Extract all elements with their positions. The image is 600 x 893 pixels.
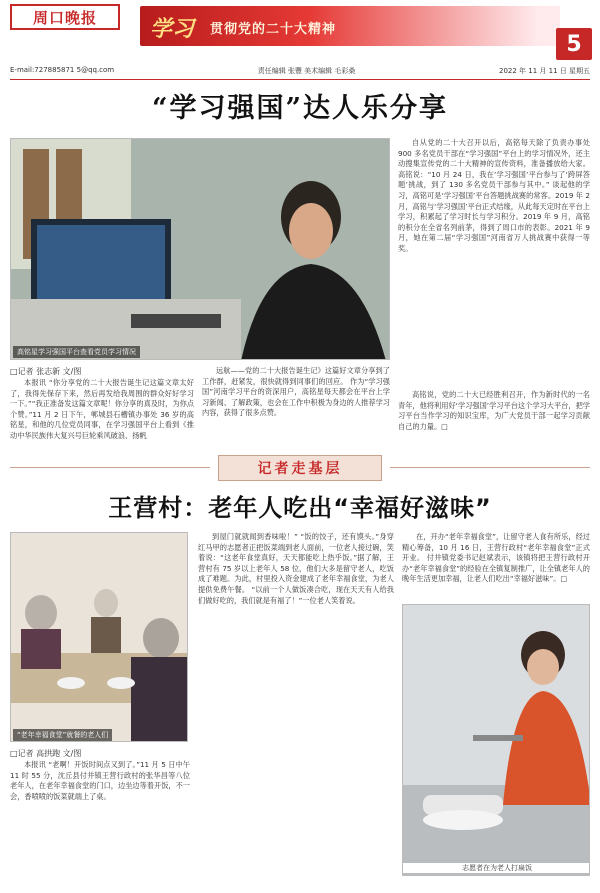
article1-column-2: 远航——党的二十大报告诞生记》这篇好文章分享到了工作群，赶紧发，很快就得到同事们的回应。 作为“学习强国”河南学习平台的资深用户，高铭星每天都会在平台上学习新闻、了解政策，也会在工作中积极为身边的人推荐学习内容，获得了很多点赞。 (202, 366, 390, 418)
article1-column-3: 自从党的二十大召开以后，高铭每天除了负责办事处 900 多名党员干部在“学习强国”平台上的学习情况外，还主动搜集宣传党的二十大精神的宣传资料，准备播放给大家。 高铭说：“10 月 24 日，我在‘学习强国’平台参与了‘跨屏答题’挑战，到了 130 多名党员干部参与其中。” 谈起他的学习，高铭可是‘学习强国’平台答题挑战赛的常客。2019 年 2 月，高铭与‘学习强国’平台正式结缘，从此每天定时在平台上学习，积累起了学习时长与学习积分。2019 年 9 月，高铭的积分在全省名列前茅，得到了周口市的表彰。2021 年 9 月，她在第二届“学习强国”河南省万人挑战赛中获得一等奖。 (398, 138, 590, 253)
article2-column-3: 在，开办“老年幸福食堂”，让留守老人食有所乐，经过精心筹备，10 月 16 日，王营行政村“老年幸福食堂”正式开业。 付井镇党委书记赵斌表示，该镇将把王营行政村开办“老年幸福食堂”的经验在全镇复制推广，让全镇老年人的晚年生活更加幸福，让老人们吃出“幸福好滋味”。□ (402, 532, 590, 584)
article1-byline: □记者 张志新 文/图 (10, 367, 82, 376)
section-banner (140, 6, 560, 46)
page-number: 5 (556, 28, 592, 60)
article1-column-1: 本报讯 “你分享党的二十大报告诞生记这篇文章太好了，我得先保存下来，然后再发给我周围的群众好好学习一下。”“我正准备发这篇文章呢！你分享的真及时，为你点个赞。”11 月 2 日下午，郸城县石槽镇办事处 36 岁的高铭星，和他的几位党员同事，在学习强国平台上看到《推动中华民族伟大复兴号巨轮乘风破浪、扬帆 (10, 378, 194, 440)
date-text: 2022 年 11 月 11 日 星期五 (499, 67, 590, 75)
article2-photo-2 (402, 604, 590, 876)
section-tag: 记者走基层 (218, 455, 382, 481)
article2-byline: □记者 高拱跑 文/图 (10, 749, 82, 758)
volunteer-serving-image (403, 605, 590, 876)
elderly-dining-image (11, 533, 188, 742)
banner-subtitle: 贯彻党的二十大精神 (210, 22, 337, 37)
article1-photo (10, 138, 390, 360)
article2-column-1: 本报讯 “老啊！开饭时间点又到了。”11 月 5 日中午 11 时 55 分，沈丘县付井镇王营行政村的张华昌等八位老年人，在老年幸福食堂的门口，边坐边等着开饭，不一会，香喷喷的饭菜就端上了桌。 (10, 760, 190, 801)
divider (10, 467, 210, 468)
article2-photo-1-caption: “老年幸福食堂”就餐的老人们 (13, 729, 112, 741)
article1-column-4: 高铭说，党的二十大已经胜利召开，作为新时代的一名青年，他将利用好‘学习强国’学习平台这个学习大平台，把学习平台当作学习的知识宝库，为广大党员干部一起学习贡献自己的力量。□ (398, 390, 590, 431)
divider (10, 79, 590, 80)
article2-headline: 王营村：老年人吃出“幸福好滋味” (108, 494, 492, 522)
info-bar (10, 66, 590, 78)
newspaper-logo: 周口晚报 (10, 4, 120, 30)
article2-photo-2-caption: 志愿者在为老人打扁饭 (403, 863, 590, 873)
editors-text: 责任编辑 张豐 美术编辑 毛彩桑 (257, 67, 356, 75)
article2-photo-1 (10, 532, 188, 742)
banner-title: 学习 (150, 16, 195, 42)
article1-photo-caption: 高铭星学习强国平台查看党员学习情况 (13, 346, 140, 358)
article2-column-2: 到屋门就就闻到香味啦！” “饭的饺子，还有馍头。”身穿红马甲的志愿者正把饭菜端到老人面前，一位老人接过碗，笑着说：“这老年食堂真好，天天都能吃上热乎饭。”据了解，王营村有 75 岁以上老年人 58 位，他们大多是留守老人，吃饭成了难题。为此，村里投入资金建成了老年幸福食堂，为老人提供免费午餐。 “以前一个人做饭凑合吃，现在天天有人给我们做好吃的，我们就是有福了！”一位老人笑着说。 (198, 532, 394, 605)
article1-headline: “学习强国”达人乐分享 (151, 93, 449, 124)
email-text: E-mail:727885871 5@qq.com (10, 66, 115, 74)
office-scene-image (11, 139, 390, 360)
divider (390, 467, 590, 468)
